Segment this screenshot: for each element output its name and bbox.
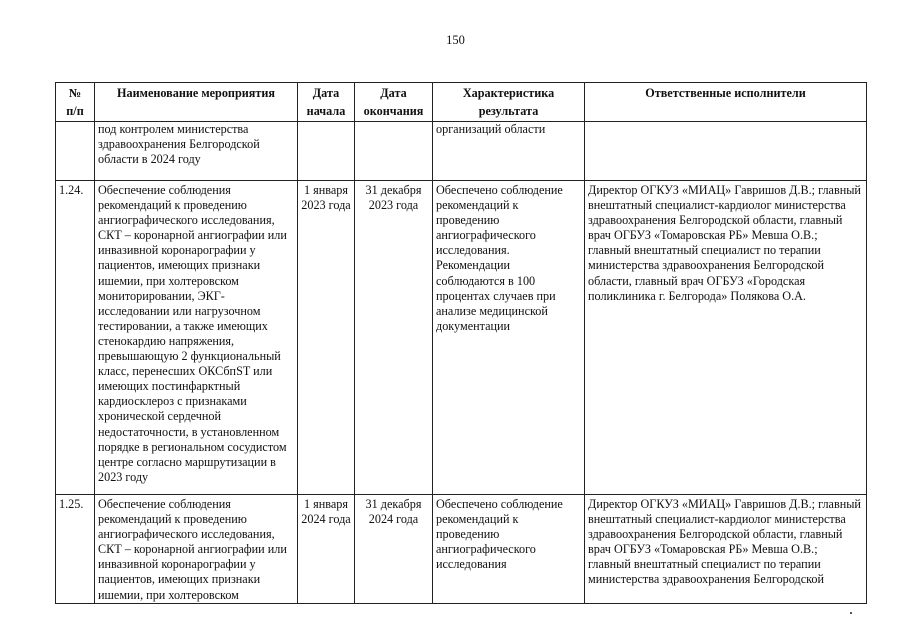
header-num-line2: п/п (66, 104, 84, 118)
cell-name: под контролем министерства здравоохранения Белгородской области в 2024 году (95, 122, 298, 181)
header-result-line2: результата (478, 104, 539, 118)
header-result (433, 83, 585, 122)
header-end (355, 83, 433, 122)
events-table (55, 82, 867, 604)
cell-end: 31 декабря 2023 года (355, 181, 433, 495)
header-end-line2: окончания (363, 104, 424, 118)
cell-start (298, 122, 355, 181)
cell-result: Обеспечено соблюдение рекомендаций к проведению ангиографического исследования (433, 495, 585, 604)
cell-start: 1 января 2023 года (298, 181, 355, 495)
header-result-line1: Характеристика (462, 86, 555, 100)
table-header-row (56, 83, 867, 122)
cell-result: Обеспечено соблюдение рекомендаций к проведению ангиографического исследования. Рекомендации соблюдаются в 100 процентах случаев при анализе медицинской документации (433, 181, 585, 495)
table-row (56, 122, 867, 181)
header-num (56, 83, 95, 122)
table-row (56, 181, 867, 495)
cell-num: 1.25. (56, 495, 95, 604)
header-responsible: Ответственные исполнители (585, 83, 867, 122)
cell-start: 1 января 2024 года (298, 495, 355, 604)
cell-result: организаций области (433, 122, 585, 181)
header-start-line2: начала (306, 104, 346, 118)
cell-num: 1.24. (56, 181, 95, 495)
page-number: 150 (446, 33, 465, 47)
cell-name: Обеспечение соблюдения рекомендаций к проведению ангиографического исследования, СКТ – коронарной ангиографии или инвазивной коронарографии у пациентов, имеющих признаки ишемии, при холтеровском мониторировании, ЭКГ-исследовании или нагрузочном тестировании, а также имеющих стенокардию напряжения, превышающую 2 функциональный класс, перенесших ОКСбпST или имеющих постинфарктный кардиосклероз с признаками хронической сердечной недостаточности, в установленном порядке в региональном сосудистом центре согласно маршрутизации в 2023 году (95, 181, 298, 495)
cell-responsible (585, 122, 867, 181)
scan-speck (850, 612, 852, 614)
cell-end: 31 декабря 2024 года (355, 495, 433, 604)
header-start-line1: Дата (312, 86, 340, 100)
header-num-line1: № (68, 86, 82, 100)
cell-num (56, 122, 95, 181)
cell-responsible: Директор ОГКУЗ «МИАЦ» Гавришов Д.В.; главный внештатный специалист-кардиолог министерства здравоохранения Белгородской области, главный врач ОГБУЗ «Томаровская РБ» Мевша О.В.; главный внештатный специалист по терапии министерства здравоохранения Белгородской области, главный врач ОГБУЗ «Городская поликлиника г. Белгорода» Полякова О.А. (585, 181, 867, 495)
header-start (298, 83, 355, 122)
cell-name: Обеспечение соблюдения рекомендаций к проведению ангиографического исследования, СКТ – коронарной ангиографии или инвазивной коронарографии у пациентов, имеющих признаки ишемии, при холтеровском (95, 495, 298, 604)
table-row (56, 495, 867, 604)
header-name: Наименование мероприятия (95, 83, 298, 122)
cell-end (355, 122, 433, 181)
cell-responsible: Директор ОГКУЗ «МИАЦ» Гавришов Д.В.; главный внештатный специалист-кардиолог министерства здравоохранения Белгородской области, главный врач ОГБУЗ «Томаровская РБ» Мевша О.В.; главный внештатный специалист по терапии министерства здравоохранения Белгородской (585, 495, 867, 604)
header-end-line1: Дата (380, 86, 407, 100)
